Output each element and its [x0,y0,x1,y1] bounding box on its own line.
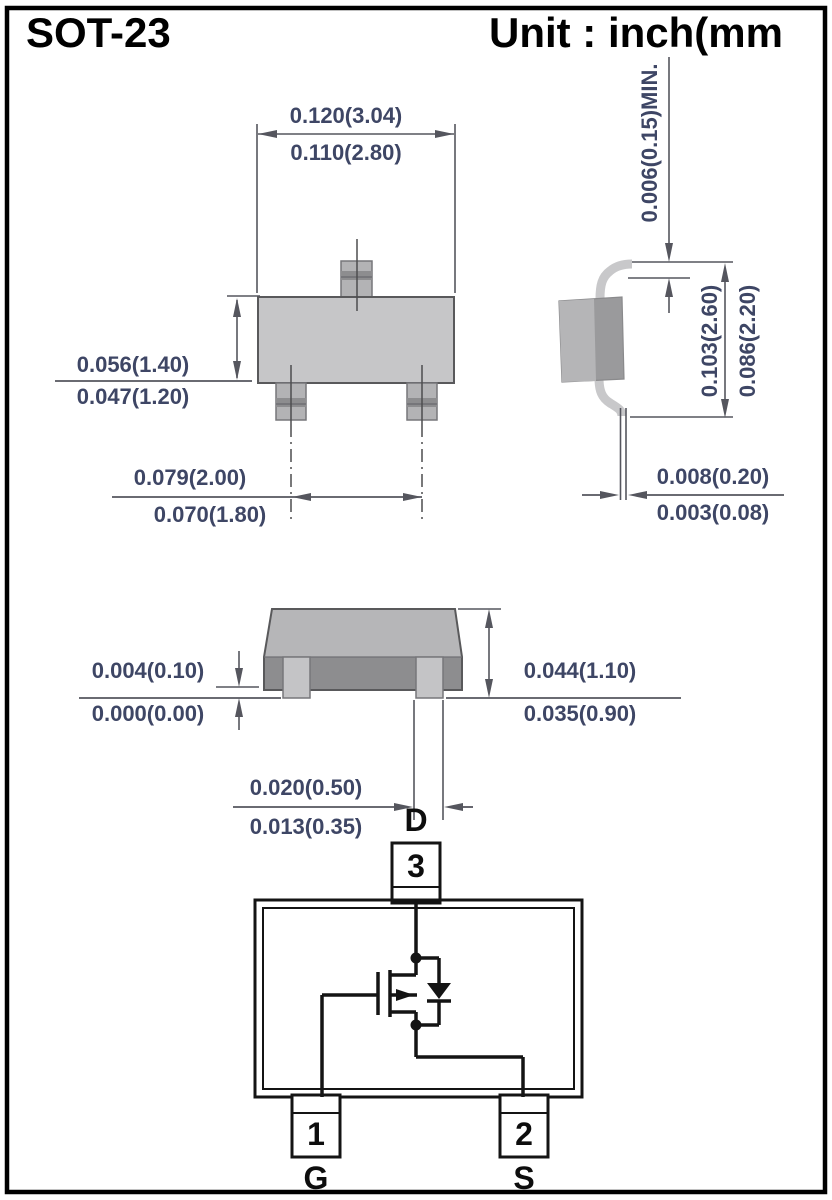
diode-triangle [427,983,451,999]
front-height-max-label: 0.056(1.40) [76,352,190,377]
profile-height-dimension [446,609,681,698]
unit-label: Unit : inch(mm [489,9,783,56]
side-lead-tip-lines [621,408,627,500]
package-outline-outer [255,900,582,1097]
pin2-number: 2 [515,1116,533,1152]
profile-right-foot [416,657,443,698]
pin3-name-label: D [404,802,428,838]
page-title: SOT-23 [26,9,171,56]
side-body-highlight [559,299,596,382]
front-body [258,297,454,383]
source-junction-dot [411,1020,422,1031]
pin3-number: 3 [407,848,425,884]
profile-leadwidth-dimension [233,700,473,820]
side-view [559,57,784,500]
front-height-min-label: 0.047(1.20) [76,384,190,409]
pinout-schematic [255,843,582,1157]
profile-standoff-min-label: 0.000(0.00) [91,701,205,726]
internal-wiring [322,900,523,1097]
side-thickness-dimension [582,491,784,499]
side-overall-max-label: 0.103(2.60) [697,284,722,398]
side-overall-min-label: 0.086(2.20) [735,284,760,398]
front-pitch-max-label: 0.079(2.00) [133,465,247,490]
side-thickness-min-label: 0.003(0.08) [656,500,770,525]
profile-left-foot [283,657,310,698]
pin1-number: 1 [307,1116,325,1152]
body-arrow [396,989,414,1001]
package-outline-inner [263,908,574,1089]
side-bottom-lead [599,378,622,416]
profile-leadwidth-max-label: 0.020(0.50) [249,775,363,800]
pin1-name-label: G [303,1160,329,1196]
profile-height-min-label: 0.035(0.90) [523,701,637,726]
front-width-min-label: 0.110(2.80) [290,140,402,165]
front-pitch-min-label: 0.070(1.80) [153,502,267,527]
side-top-lead [600,264,632,299]
drain-junction-dot [411,953,422,964]
profile-standoff-max-label: 0.004(0.10) [91,658,205,683]
side-clearance-label: 0.006(0.15)MIN. [637,63,662,223]
front-bottom-leads [276,383,437,420]
side-thickness-max-label: 0.008(0.20) [656,464,770,489]
front-view [55,124,455,522]
profile-leadwidth-min-label: 0.013(0.35) [249,814,363,839]
front-width-max-label: 0.120(3.04) [289,103,403,128]
pin2-name-label: S [513,1160,535,1196]
profile-height-max-label: 0.044(1.10) [523,658,637,683]
front-pitch-dimension [112,493,422,501]
mosfet-symbol [378,970,417,1017]
body-diode [416,958,451,1025]
